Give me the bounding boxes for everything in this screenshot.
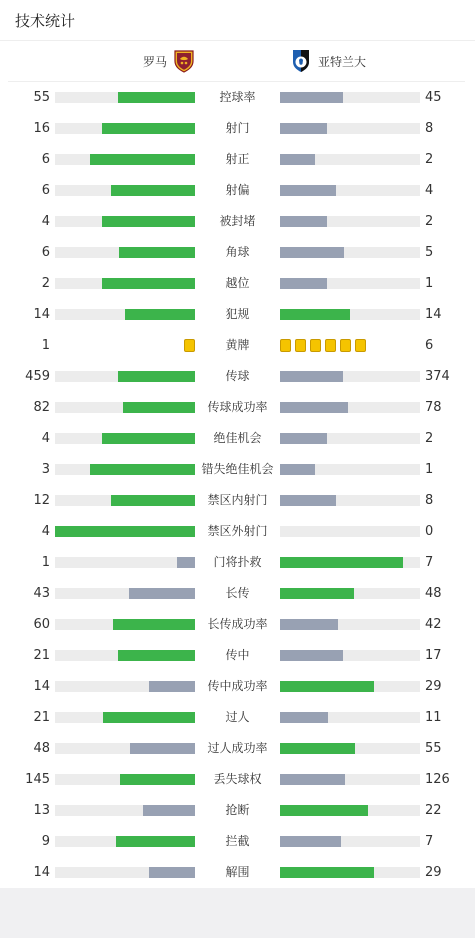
stat-label: 错失绝佳机会 [201,462,274,476]
home-value: 1 [41,555,50,570]
stat-row [0,578,475,609]
away-bar-track [280,743,420,754]
home-bar-track [55,216,195,227]
home-value: 48 [33,741,50,756]
away-value: 7 [425,555,434,570]
home-yellow-cards [180,339,195,352]
away-bar-track [280,526,420,537]
home-bar-fill [102,433,195,444]
away-bar-fill [280,774,345,785]
stat-label: 拦截 [225,834,250,848]
home-bar-fill [149,681,195,692]
home-value: 459 [25,369,50,384]
away-value: 4 [425,183,434,198]
away-bar-fill [280,867,374,878]
home-bar-track [55,774,195,785]
home-value: 14 [33,679,50,694]
stat-row [0,826,475,857]
away-bar-track [280,247,420,258]
away-bar-fill [280,681,374,692]
stat-label: 门将扑救 [213,555,262,569]
page-title: 技术统计 [15,12,76,30]
away-bar-fill [280,619,338,630]
away-value: 1 [425,276,434,291]
home-value: 145 [25,772,50,787]
away-value: 374 [425,369,450,384]
stat-label: 犯规 [225,307,250,321]
home-bar-track [55,526,195,537]
away-bar-fill [280,712,328,723]
stat-row [0,609,475,640]
stat-row [0,82,475,113]
home-value: 21 [33,648,50,663]
stat-row [0,237,475,268]
away-yellow-cards [280,339,370,352]
home-value: 60 [33,617,50,632]
stat-label: 控球率 [219,90,256,104]
away-value: 0 [425,524,434,539]
away-bar-track [280,836,420,847]
stat-label: 射偏 [225,183,250,197]
home-bar-track [55,836,195,847]
stat-label: 抢断 [225,803,250,817]
home-bar-track [55,681,195,692]
stat-label: 过人 [225,710,250,724]
stat-label: 解围 [225,865,250,879]
atalanta-crest-icon [290,49,312,73]
stat-row [0,361,475,392]
home-bar-fill [102,123,195,134]
stat-label: 射正 [225,152,250,166]
stat-label: 传球 [225,369,250,383]
away-bar-track [280,123,420,134]
home-bar-track [55,743,195,754]
stat-row [0,175,475,206]
stat-row [0,640,475,671]
home-value: 2 [41,276,50,291]
home-bar-track [55,650,195,661]
stat-label: 传中 [225,648,250,662]
away-bar-fill [280,123,327,134]
home-bar-fill [90,154,195,165]
home-team[interactable] [143,41,195,81]
away-bar-fill [280,402,348,413]
home-value: 4 [41,214,50,229]
home-bar-fill [143,805,195,816]
away-bar-fill [280,309,350,320]
away-value: 29 [425,865,442,880]
stat-row [0,454,475,485]
stat-label: 被封堵 [219,214,256,228]
stat-label: 射门 [225,121,250,135]
home-bar-track [55,464,195,475]
home-bar-fill [130,743,195,754]
home-value: 14 [33,307,50,322]
away-bar-track [280,371,420,382]
away-bar-track [280,433,420,444]
stat-label: 角球 [225,245,250,259]
home-bar-track [55,588,195,599]
stat-row [0,392,475,423]
away-bar-fill [280,557,403,568]
away-value: 7 [425,834,434,849]
away-bar-track [280,278,420,289]
home-value: 4 [41,431,50,446]
away-value: 6 [425,338,434,353]
stat-row [0,206,475,237]
stat-row [0,268,475,299]
home-value: 14 [33,865,50,880]
home-bar-fill [119,247,195,258]
yellow-card-icon [340,339,351,352]
home-value: 16 [33,121,50,136]
away-bar-track [280,185,420,196]
home-bar-fill [129,588,195,599]
home-bar-fill [177,557,195,568]
away-value: 1 [425,462,434,477]
away-bar-track [280,867,420,878]
away-value: 8 [425,493,434,508]
away-value: 2 [425,214,434,229]
away-bar-track [280,154,420,165]
stat-row [0,144,475,175]
home-bar-fill [125,309,195,320]
stat-row [0,423,475,454]
yellow-card-icon [310,339,321,352]
home-bar-fill [111,495,195,506]
home-value: 6 [41,183,50,198]
away-bar-track [280,309,420,320]
away-bar-track [280,681,420,692]
home-bar-track [55,557,195,568]
yellow-card-icon [295,339,306,352]
home-value: 13 [33,803,50,818]
away-bar-track [280,216,420,227]
away-bar-fill [280,216,327,227]
stat-row [0,485,475,516]
stat-label: 长传 [225,586,250,600]
home-value: 3 [41,462,50,477]
away-bar-track [280,92,420,103]
away-value: 126 [425,772,450,787]
home-bar-track [55,495,195,506]
stat-label: 长传成功率 [207,617,268,631]
away-bar-fill [280,836,341,847]
away-bar-fill [280,650,343,661]
home-bar-track [55,867,195,878]
home-bar-track [55,619,195,630]
stat-label: 黄牌 [225,338,250,352]
away-bar-track [280,464,420,475]
home-bar-track [55,712,195,723]
stat-label: 传中成功率 [207,679,268,693]
away-bar-fill [280,743,355,754]
away-value: 11 [425,710,442,725]
stat-row [0,702,475,733]
stat-label: 绝佳机会 [213,431,262,445]
home-bar-track [55,154,195,165]
home-bar-track [55,123,195,134]
team-header [0,41,475,81]
stat-label: 禁区外射门 [207,524,268,538]
home-bar-track [55,805,195,816]
stat-row [0,671,475,702]
yellow-card-icon [355,339,366,352]
home-team-name: 罗马 [142,54,167,69]
away-bar-track [280,774,420,785]
stat-row [0,857,475,888]
stat-row [0,330,475,361]
away-bar-fill [280,371,343,382]
home-value: 43 [33,586,50,601]
home-value: 4 [41,524,50,539]
stat-row [0,516,475,547]
home-bar-fill [118,92,195,103]
away-value: 22 [425,803,442,818]
home-value: 6 [41,152,50,167]
stat-row [0,547,475,578]
home-bar-fill [111,185,195,196]
home-bar-track [55,185,195,196]
away-bar-track [280,712,420,723]
away-bar-fill [280,495,336,506]
away-bar-track [280,805,420,816]
away-bar-track [280,402,420,413]
home-bar-fill [113,619,195,630]
away-bar-fill [280,805,368,816]
away-bar-track [280,650,420,661]
away-value: 2 [425,152,434,167]
home-bar-track [55,247,195,258]
home-value: 82 [33,400,50,415]
home-value: 9 [41,834,50,849]
away-value: 17 [425,648,442,663]
away-value: 29 [425,679,442,694]
home-value: 21 [33,710,50,725]
home-bar-fill [123,402,195,413]
home-bar-track [55,433,195,444]
away-bar-fill [280,154,315,165]
home-value: 6 [41,245,50,260]
away-value: 78 [425,400,442,415]
away-team[interactable] [290,41,366,81]
home-bar-track [55,371,195,382]
away-bar-track [280,588,420,599]
home-bar-fill [118,371,195,382]
away-bar-track [280,495,420,506]
stat-label: 禁区内射门 [207,493,268,507]
away-bar-fill [280,92,343,103]
home-value: 1 [41,338,50,353]
away-bar-fill [280,247,344,258]
home-bar-fill [102,216,195,227]
yellow-card-icon [280,339,291,352]
away-value: 55 [425,741,442,756]
away-value: 14 [425,307,442,322]
yellow-card-icon [325,339,336,352]
stat-label: 传球成功率 [207,400,268,414]
home-bar-fill [118,650,195,661]
away-value: 48 [425,586,442,601]
away-value: 2 [425,431,434,446]
stat-label: 过人成功率 [207,741,268,755]
home-bar-track [55,309,195,320]
away-team-name: 亚特兰大 [318,54,367,69]
away-value: 5 [425,245,434,260]
away-bar-fill [280,278,327,289]
away-bar-track [280,557,420,568]
stat-label: 丢失球权 [213,772,262,786]
away-bar-fill [280,588,354,599]
as-roma-crest-icon [173,49,195,73]
home-bar-track [55,92,195,103]
home-value: 55 [33,90,50,105]
stat-row [0,299,475,330]
stat-row [0,733,475,764]
home-bar-track [55,402,195,413]
away-bar-fill [280,433,327,444]
away-value: 8 [425,121,434,136]
home-bar-track [55,278,195,289]
home-value: 12 [33,493,50,508]
away-bar-track [280,619,420,630]
stat-row [0,113,475,144]
stat-row [0,795,475,826]
away-bar-fill [280,185,336,196]
yellow-card-icon [184,339,195,352]
home-bar-fill [116,836,195,847]
stat-label: 越位 [225,276,250,290]
home-bar-fill [90,464,195,475]
home-bar-fill [120,774,195,785]
home-bar-fill [149,867,195,878]
away-value: 42 [425,617,442,632]
home-bar-fill [103,712,195,723]
home-bar-fill [55,526,195,537]
stat-row [0,764,475,795]
away-bar-fill [280,464,315,475]
home-bar-fill [102,278,195,289]
away-value: 45 [425,90,442,105]
